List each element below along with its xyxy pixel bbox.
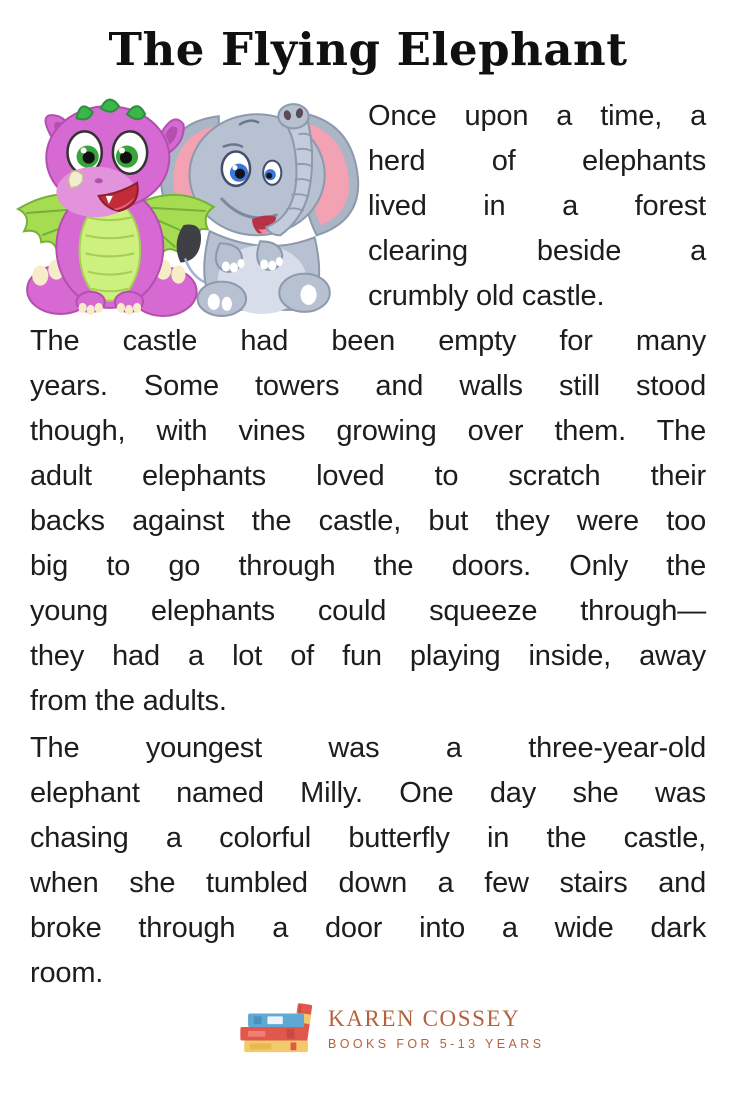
story-line: years. Some towers and walls still stood	[30, 370, 706, 402]
book-stack-icon	[240, 1000, 316, 1056]
story-paragraph-1	[360, 94, 706, 319]
story-content	[0, 94, 736, 996]
story-line: clearing beside a	[368, 235, 706, 267]
story-paragraph-3	[30, 726, 706, 996]
story-line: Once upon a time, a	[368, 100, 706, 132]
story-line: chasing a colorful butterfly in the castle,	[30, 822, 706, 854]
story-line: though, with vines growing over them. The	[30, 415, 706, 447]
story-line: herd of elephants	[368, 145, 706, 177]
first-paragraph-row	[30, 94, 706, 319]
story-line: they had a lot of fun playing inside, away	[30, 640, 706, 672]
story-line: when she tumbled down a few stairs and	[30, 867, 706, 899]
story-line: young elephants could squeeze through—	[30, 595, 706, 627]
publisher-name: KAREN COSSEY	[328, 1005, 521, 1031]
story-line: from the adults.	[30, 685, 227, 717]
dragon-figure	[18, 100, 214, 316]
page-title: The Flying Elephant	[108, 23, 628, 76]
story-line: crumbly old castle.	[368, 280, 605, 312]
publisher-tagline: BOOKS FOR 5-13 YEARS	[328, 1036, 545, 1051]
publisher-logo-text	[328, 1006, 544, 1051]
dragon-elephant-art	[12, 94, 360, 318]
story-line: adult elephants loved to scratch their	[30, 460, 706, 492]
story-line: broke through a door into a wide dark	[30, 912, 706, 944]
publisher-logo	[240, 1000, 544, 1056]
story-line: backs against the castle, but they were too	[30, 505, 706, 537]
story-line: big to go through the doors. Only the	[30, 550, 706, 582]
story-line: The youngest was a three-year-old	[30, 732, 706, 764]
story-paragraph-2	[30, 319, 706, 724]
story-line: room.	[30, 957, 104, 989]
story-line: The castle had been empty for many	[30, 325, 706, 357]
story-line: lived in a forest	[368, 190, 706, 222]
dragon-elephant-illustration	[12, 94, 360, 318]
story-line: elephant named Milly. One day she was	[30, 777, 706, 809]
